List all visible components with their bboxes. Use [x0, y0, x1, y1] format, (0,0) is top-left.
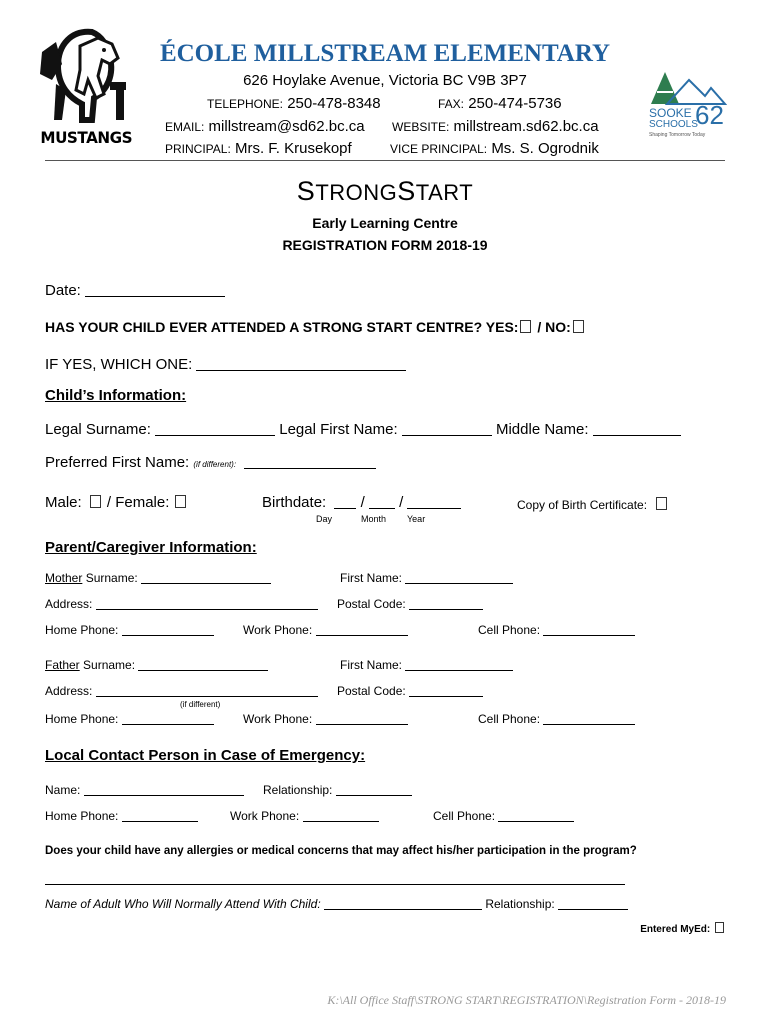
emergency-work-field[interactable] [303, 809, 379, 822]
mother-surname-row [45, 571, 271, 585]
start-s: S [397, 176, 416, 206]
father-work-field[interactable] [316, 712, 408, 725]
date-label: Date: [45, 282, 81, 299]
vice-principal-label: VICE PRINCIPAL: [390, 142, 488, 156]
father-postal-label: Postal Code: [337, 684, 406, 698]
father-address-field[interactable] [96, 684, 318, 697]
birth-slash-1: / [360, 494, 365, 511]
mother-surname-label: Surname: [85, 571, 138, 585]
website-value: millstream.sd62.bc.ca [453, 118, 599, 135]
entered-myed-row [640, 922, 726, 935]
strong-s: S [296, 176, 316, 206]
emergency-heading: Local Contact Person in Case of Emergency: [45, 747, 366, 764]
mother-cell-row [478, 623, 635, 637]
sooke-tagline: Shaping Tomorrow Today [649, 132, 706, 138]
father-work-label: Work Phone: [243, 712, 313, 726]
sooke-line1: SOOKE [649, 106, 692, 120]
emergency-cell-label: Cell Phone: [433, 809, 496, 823]
father-address-row [45, 684, 318, 698]
emergency-relationship-field[interactable] [336, 783, 412, 796]
telephone-value: 250-478-8348 [287, 95, 381, 112]
website-line [392, 118, 599, 135]
birth-year-field[interactable] [407, 496, 461, 509]
father-surname-row [45, 658, 268, 672]
email-line [165, 118, 365, 135]
footer-path: K:\All Office Staff\STRONG START\REGISTRATION\Registration Form - 2018-19 [327, 993, 726, 1007]
entered-myed-checkbox[interactable] [715, 922, 724, 933]
emergency-home-row [45, 809, 198, 823]
middle-name-label: Middle Name: [495, 421, 589, 438]
father-cell-label: Cell Phone: [478, 712, 541, 726]
legal-names-row [45, 421, 681, 438]
vice-principal-line [390, 140, 599, 157]
father-surname-label: Surname: [83, 658, 136, 672]
father-home-row [45, 712, 214, 726]
no-label: / NO: [537, 319, 571, 335]
female-checkbox[interactable] [175, 495, 186, 508]
emergency-cell-field[interactable] [498, 809, 574, 822]
no-checkbox[interactable] [573, 320, 584, 333]
mother-address-field[interactable] [96, 597, 318, 610]
month-caption: Month [361, 514, 387, 524]
gender-row [45, 494, 188, 511]
legal-surname-field[interactable] [155, 423, 275, 436]
emergency-name-row [45, 783, 244, 797]
start-rest: TART [415, 180, 474, 205]
email-label: EMAIL: [165, 120, 205, 134]
school-name: ÉCOLE MILLSTREAM ELEMENTARY [159, 40, 611, 67]
mother-home-row [45, 623, 214, 637]
father-surname-field[interactable] [138, 658, 268, 671]
birth-cert-label: Copy of Birth Certificate: [517, 498, 648, 512]
school-address: 626 Hoylake Avenue, Victoria BC V9B 3P7 [243, 72, 527, 89]
father-first-field[interactable] [405, 658, 513, 671]
birth-slash-2: / [399, 494, 404, 511]
date-field[interactable] [85, 284, 225, 297]
mother-address-label: Address: [45, 597, 93, 611]
vice-principal-value: Ms. S. Ogrodnik [491, 140, 599, 157]
birth-day-field[interactable] [334, 496, 356, 509]
allergies-question: Does your child have any allergies or medical concerns that may affect his/her participation in the program? [45, 845, 637, 857]
legal-first-label: Legal First Name: [279, 421, 398, 438]
strongstart-title [0, 176, 770, 207]
legal-first-field[interactable] [402, 423, 492, 436]
entered-myed-label: Entered MyEd: [640, 924, 711, 935]
preferred-name-row [45, 454, 376, 471]
legal-surname-label: Legal Surname: [45, 421, 151, 438]
telephone-line [207, 95, 381, 112]
mother-cell-label: Cell Phone: [478, 623, 541, 637]
mother-first-field[interactable] [405, 571, 513, 584]
father-address-label: Address: [45, 684, 93, 698]
yes-checkbox[interactable] [520, 320, 531, 333]
birth-cert-checkbox[interactable] [656, 497, 667, 510]
father-first-label: First Name: [340, 658, 403, 672]
mother-postal-label: Postal Code: [337, 597, 406, 611]
mother-work-label: Work Phone: [243, 623, 313, 637]
allergies-field[interactable] [45, 872, 625, 885]
middle-name-field[interactable] [593, 423, 681, 436]
mother-work-row [243, 623, 408, 637]
father-work-row [243, 712, 408, 726]
subtitle: Early Learning Centre [312, 215, 458, 231]
father-postal-field[interactable] [409, 684, 483, 697]
child-info-heading: Child’s Information: [45, 387, 187, 404]
sooke-schools-logo [645, 64, 727, 148]
emergency-home-label: Home Phone: [45, 809, 119, 823]
birthdate-row [262, 494, 461, 511]
birthdate-label: Birthdate: [262, 494, 327, 511]
mother-work-field[interactable] [316, 623, 408, 636]
sooke-number: 62 [695, 100, 724, 130]
father-first-row [340, 658, 513, 672]
which-one-row [45, 356, 406, 373]
preferred-if-different: (if different): [193, 460, 237, 469]
emergency-relationship-row [263, 783, 412, 797]
mustangs-logo-text: MUSTANGS [40, 128, 133, 147]
father-home-label: Home Phone: [45, 712, 119, 726]
fax-label: FAX: [438, 97, 465, 111]
emergency-name-label: Name: [45, 783, 81, 797]
father-cell-row [478, 712, 635, 726]
attended-question: HAS YOUR CHILD EVER ATTENDED A STRONG START CENTRE? [45, 319, 483, 335]
emergency-work-row [230, 809, 379, 823]
website-label: WEBSITE: [392, 120, 450, 134]
male-label: Male: [45, 494, 82, 511]
strong-rest: TRONG [315, 180, 398, 205]
mother-postal-row [337, 597, 483, 611]
adult-relationship-field[interactable] [558, 897, 628, 910]
telephone-label: TELEPHONE: [207, 97, 284, 111]
header-divider [45, 160, 725, 161]
principal-value: Mrs. F. Krusekopf [234, 140, 352, 157]
mother-label: Mother [45, 571, 83, 585]
preferred-first-field[interactable] [244, 456, 376, 469]
male-checkbox[interactable] [90, 495, 101, 508]
emergency-home-field[interactable] [122, 809, 198, 822]
which-one-field[interactable] [196, 358, 406, 371]
mother-home-field[interactable] [122, 623, 214, 636]
father-cell-field[interactable] [543, 712, 635, 725]
sooke-line2: SCHOOLS [649, 119, 698, 130]
yes-label: YES: [485, 319, 519, 335]
form-name: REGISTRATION FORM 2018-19 [282, 237, 488, 253]
mother-home-label: Home Phone: [45, 623, 119, 637]
mother-first-label: First Name: [340, 571, 403, 585]
day-caption: Day [316, 514, 333, 524]
email-value: millstream@sd62.bc.ca [208, 118, 365, 135]
principal-label: PRINCIPAL: [165, 142, 231, 156]
adult-relationship-label: Relationship: [485, 897, 555, 911]
emergency-relationship-label: Relationship: [263, 783, 333, 797]
adult-name-field[interactable] [324, 897, 482, 910]
emergency-work-label: Work Phone: [230, 809, 300, 823]
adult-row [45, 897, 628, 911]
year-caption: Year [407, 514, 426, 524]
mother-first-row [340, 571, 513, 585]
father-postal-row [337, 684, 483, 698]
mother-address-row [45, 597, 318, 611]
mother-postal-field[interactable] [409, 597, 483, 610]
attended-row [45, 319, 586, 335]
parent-info-heading: Parent/Caregiver Information: [45, 539, 257, 556]
female-label: / Female: [106, 494, 170, 511]
principal-line [165, 140, 352, 157]
mother-cell-field[interactable] [543, 623, 635, 636]
father-address-if-different: (if different) [180, 700, 221, 709]
fax-line [438, 95, 562, 112]
birth-cert-row [517, 497, 669, 512]
adult-name-label: Name of Adult Who Will Normally Attend With Child: [45, 897, 321, 911]
birth-month-field[interactable] [369, 496, 395, 509]
emergency-cell-row [433, 809, 574, 823]
father-label: Father [45, 658, 80, 672]
date-row [45, 282, 225, 299]
which-one-label: IF YES, WHICH ONE: [45, 356, 193, 373]
mother-surname-field[interactable] [141, 571, 271, 584]
preferred-first-label: Preferred First Name: [45, 454, 190, 471]
father-home-field[interactable] [122, 712, 214, 725]
emergency-name-field[interactable] [84, 783, 244, 796]
fax-value: 250-474-5736 [468, 95, 562, 112]
